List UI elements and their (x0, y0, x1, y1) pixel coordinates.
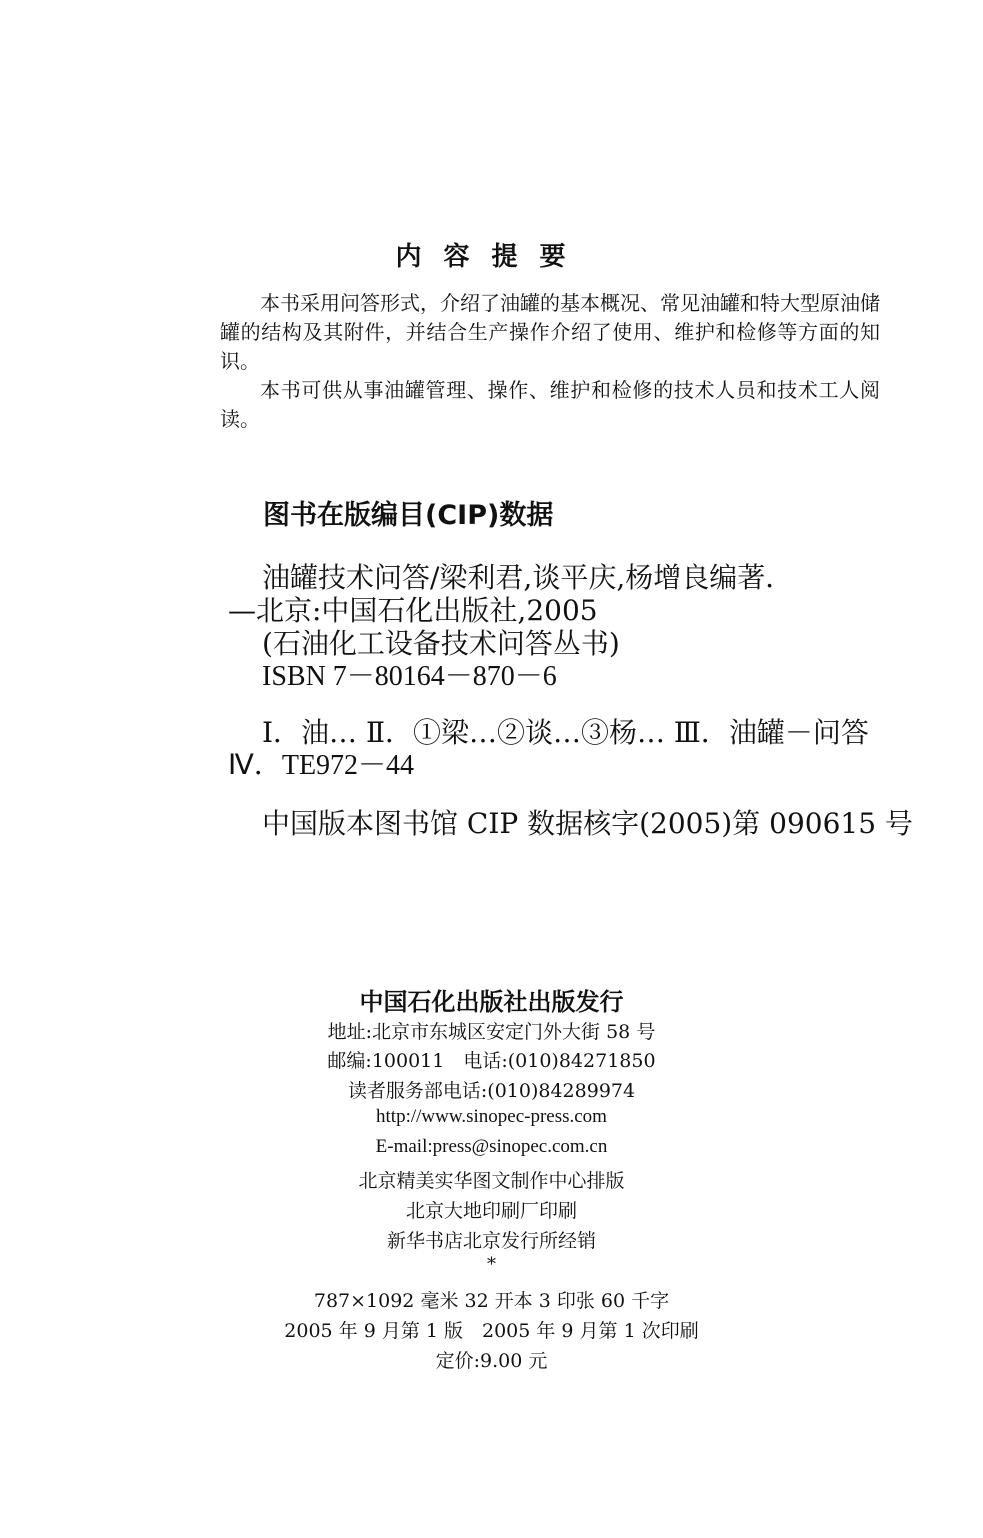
summary-paragraph: 本书可供从事油罐管理、操作、维护和检修的技术人员和技术工人阅读。 (220, 378, 880, 431)
summary-title: 内容提要 (395, 242, 588, 272)
cip-subject-index: Ⅰ．油… Ⅱ．①梁…②谈…③杨… Ⅲ．油罐－问答 (262, 716, 869, 749)
summary-paragraph: 本书采用问答形式，介绍了油罐的基本概况、常见油罐和特大型原油储罐的结构及其附件，并结合生产操作介绍了使用、维护和检修等方面的知识。 (220, 291, 880, 373)
cip-classification: Ⅳ．TE972－44 (228, 750, 415, 781)
cip-verification-number: 中国版本图书馆 CIP 数据核字(2005)第 090615 号 (262, 807, 913, 840)
cip-series: (石油化工设备技术问答丛书) (262, 627, 620, 660)
cip-heading: 图书在版编目(CIP)数据 (263, 500, 554, 531)
publisher-postcode-phone: 邮编:100011 电话:(010)84271850 (327, 1050, 656, 1072)
separator-asterisk: * (487, 1254, 496, 1275)
publisher-website: http://www.sinopec-press.com (376, 1106, 607, 1127)
book-format: 787×1092 毫米 32 开本 3 印张 60 千字 (313, 1290, 670, 1312)
cip-publication: —北京:中国石化出版社,2005 (228, 594, 598, 627)
printing-credit: 北京大地印刷厂印刷 (405, 1200, 577, 1222)
publisher-email: E-mail:press@sinopec.com.cn (375, 1136, 608, 1157)
reader-service-phone: 读者服务部电话:(010)84289974 (347, 1080, 636, 1102)
price: 定价:9.00 元 (435, 1350, 548, 1372)
publisher-address: 地址:北京市东城区安定门外大街 58 号 (327, 1021, 656, 1043)
edition-info: 2005 年 9 月第 1 版 2005 年 9 月第 1 次印刷 (284, 1320, 699, 1342)
summary-body (220, 289, 880, 434)
typesetting-credit: 北京精美实华图文制作中心排版 (358, 1170, 625, 1192)
cip-title-authors: 油罐技术问答/梁利君,谈平庆,杨增良编著． (262, 561, 794, 594)
cip-isbn: ISBN 7－80164－870－6 (262, 661, 557, 692)
distribution-credit: 新华书店北京发行所经销 (386, 1230, 596, 1252)
publisher-name: 中国石化出版社出版发行 (359, 988, 624, 1016)
